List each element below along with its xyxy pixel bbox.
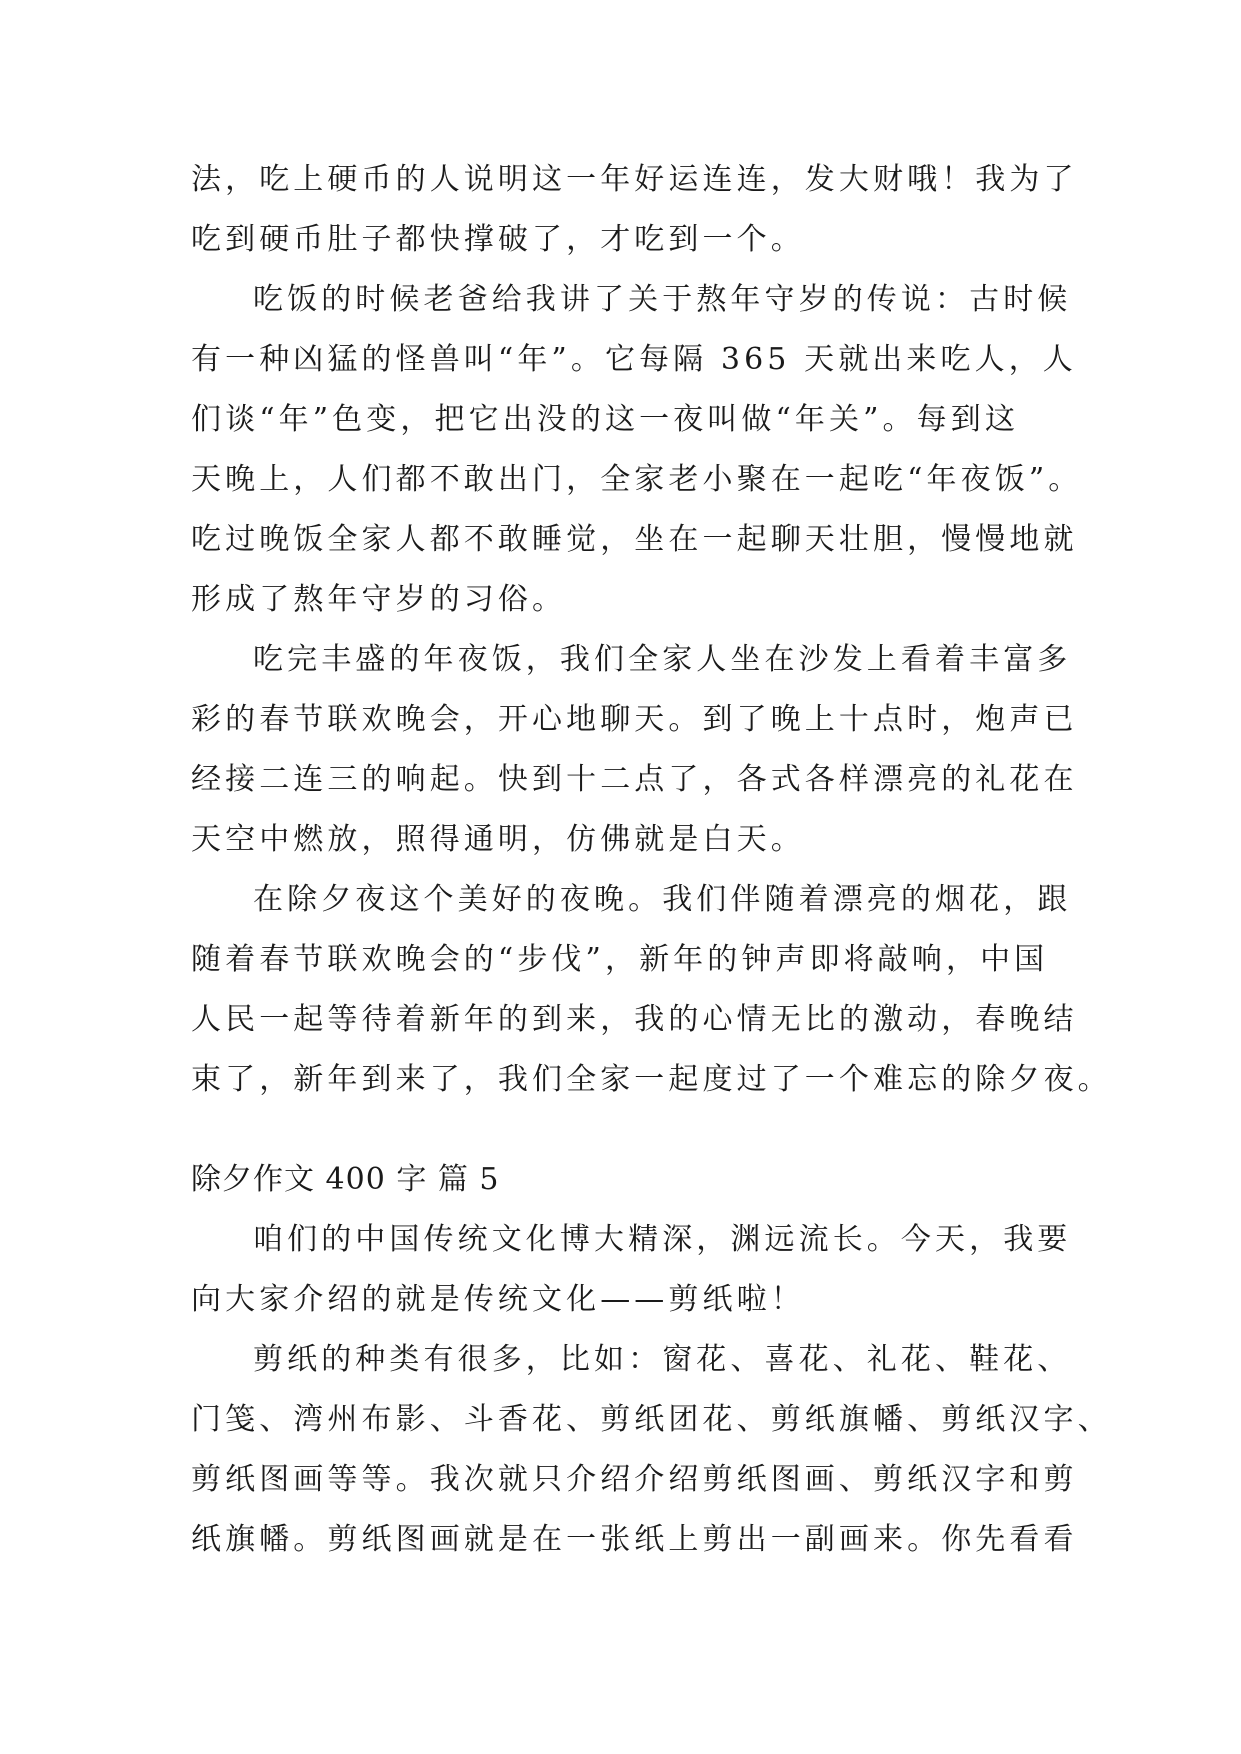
text-line: 天晚上，人们都不敢出门，全家老小聚在一起吃“年夜饭”。 xyxy=(191,462,1083,497)
paragraph-start: 吃完丰盛的年夜饭，我们全家人坐在沙发上看着丰富多 xyxy=(253,642,1072,677)
text-line: 形成了熬年守岁的习俗。 xyxy=(191,582,567,617)
text-line: 吃到硬币肚子都快撑破了，才吃到一个。 xyxy=(191,222,805,257)
text-line: 向大家介绍的就是传统文化——剪纸啦！ xyxy=(191,1282,805,1317)
text-line: 门笺、湾州布影、斗香花、剪纸团花、剪纸旗幡、剪纸汉字、 xyxy=(191,1402,1112,1437)
text-line: 纸旗幡。剪纸图画就是在一张纸上剪出一副画来。你先看看 xyxy=(191,1522,1078,1557)
text-line: 经接二连三的响起。快到十二点了，各式各样漂亮的礼花在 xyxy=(191,762,1078,797)
text-line: 束了，新年到来了，我们全家一起度过了一个难忘的除夕夜。 xyxy=(191,1062,1112,1097)
text-line: 随着春节联欢晚会的“步伐”，新年的钟声即将敲响，中国 xyxy=(191,942,1049,977)
text-line: 人民一起等待着新年的到来，我的心情无比的激动，春晚结 xyxy=(191,1002,1078,1037)
paragraph-start: 剪纸的种类有很多，比如：窗花、喜花、礼花、鞋花、 xyxy=(253,1342,1072,1377)
section-heading: 除夕作文 400 字 篇 5 xyxy=(191,1162,500,1197)
text-line: 剪纸图画等等。我次就只介绍介绍剪纸图画、剪纸汉字和剪 xyxy=(191,1462,1078,1497)
text-line: 彩的春节联欢晚会，开心地聊天。到了晚上十点时，炮声已 xyxy=(191,702,1078,737)
paragraph-start: 在除夕夜这个美好的夜晚。我们伴随着漂亮的烟花，跟 xyxy=(253,882,1072,917)
text-line: 吃过晚饭全家人都不敢睡觉，坐在一起聊天壮胆，慢慢地就 xyxy=(191,522,1078,557)
text-line: 有一种凶猛的怪兽叫“年”。它每隔 365 天就出来吃人，人 xyxy=(191,342,1077,377)
paragraph-start: 吃饭的时候老爸给我讲了关于熬年守岁的传说：古时候 xyxy=(253,282,1072,317)
text-line: 法，吃上硬币的人说明这一年好运连连，发大财哦！我为了 xyxy=(191,162,1078,197)
paragraph-start: 咱们的中国传统文化博大精深，渊远流长。今天，我要 xyxy=(253,1222,1072,1257)
text-line: 天空中燃放，照得通明，仿佛就是白天。 xyxy=(191,822,805,857)
text-line: 们谈“年”色变，把它出没的这一夜叫做“年关”。每到这 xyxy=(191,402,1019,437)
